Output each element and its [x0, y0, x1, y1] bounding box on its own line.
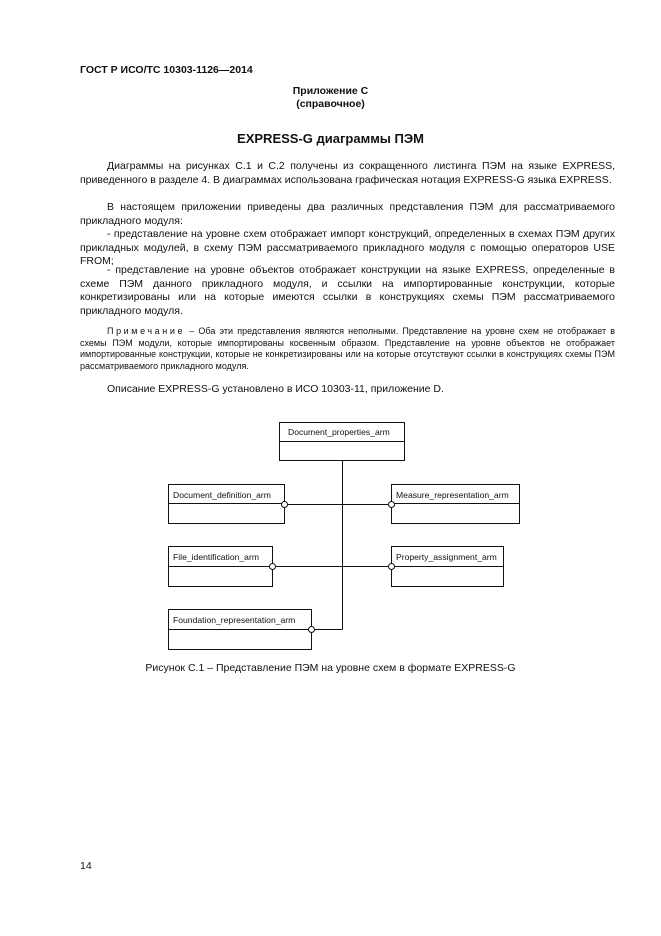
paragraph-intro: Диаграммы на рисунках С.1 и С.2 получены из сокращенного листинга ПЭМ на языке EXPRESS, приведенного в разделе 4. В диаграммах использована графическая нотация EXPRESS-G языка EXPRESS.: [80, 160, 615, 186]
note-label: Примечание: [107, 326, 186, 336]
section-title: EXPRESS-G диаграммы ПЭМ: [237, 131, 424, 146]
relationship-circle-icon: [282, 502, 288, 508]
paragraph-representations: В настоящем приложении приведены два различных представления ПЭМ для рассматриваемого прикладного модуля:: [80, 201, 615, 227]
relationship-circle-icon: [309, 627, 315, 633]
schema-name: Property_assignment_arm: [396, 552, 497, 562]
paragraph-entity-level: - представление на уровне объектов отображает конструкции на языке EXPRESS, определенные в схеме ПЭМ данного прикладного модуля, и ссылки на импортированные конструкции, которые конкретизированы или на которые имеются ссылки в конструкциях схемы ПЭМ рассматриваемого прикладного модуля.: [80, 264, 615, 317]
paragraph-schema-level: - представление на уровне схем отображает импорт конструкций, определенных в схемах ПЭМ других прикладных модулей, в схему ПЭМ рассматриваемого прикладного модуля с помощью операторов USE FROM;: [80, 228, 615, 268]
page-number: 14: [80, 860, 92, 872]
note-dash: –: [185, 326, 199, 336]
schema-name: Document_definition_arm: [173, 490, 271, 500]
relationship-circle-icon: [389, 502, 395, 508]
annex-kind: (справочное): [296, 98, 365, 110]
schema-name: Document_properties_arm: [288, 427, 390, 437]
paragraph-description: Описание EXPRESS-G установлено в ИСО 10303-11, приложение D.: [107, 383, 444, 395]
schema-name: Foundation_representation_arm: [173, 615, 296, 625]
figure-caption: Рисунок С.1 – Представление ПЭМ на уровне схем в формате EXPRESS-G: [145, 662, 516, 674]
annex-title: Приложение С: [292, 85, 369, 97]
relationship-circle-icon: [389, 564, 395, 570]
relationship-circle-icon: [270, 564, 276, 570]
document-header: ГОСТ Р ИСО/ТС 10303-1126—2014: [80, 64, 253, 76]
schema-name: File_identification_arm: [173, 552, 259, 562]
schema-name: Measure_representation_arm: [396, 490, 509, 500]
note-text: Оба эти представления являются неполными. Представление на уровне схем не отображает в схемы ПЭМ модули, которые импортированы косвенным образом. Представление на уровне объектов не отображает импортированные конструкции, которые не конкретизированы или на которые отсутствуют ссылки в конструкциях схемы ПЭМ рассматриваемого прикладного модуля.: [80, 326, 615, 371]
